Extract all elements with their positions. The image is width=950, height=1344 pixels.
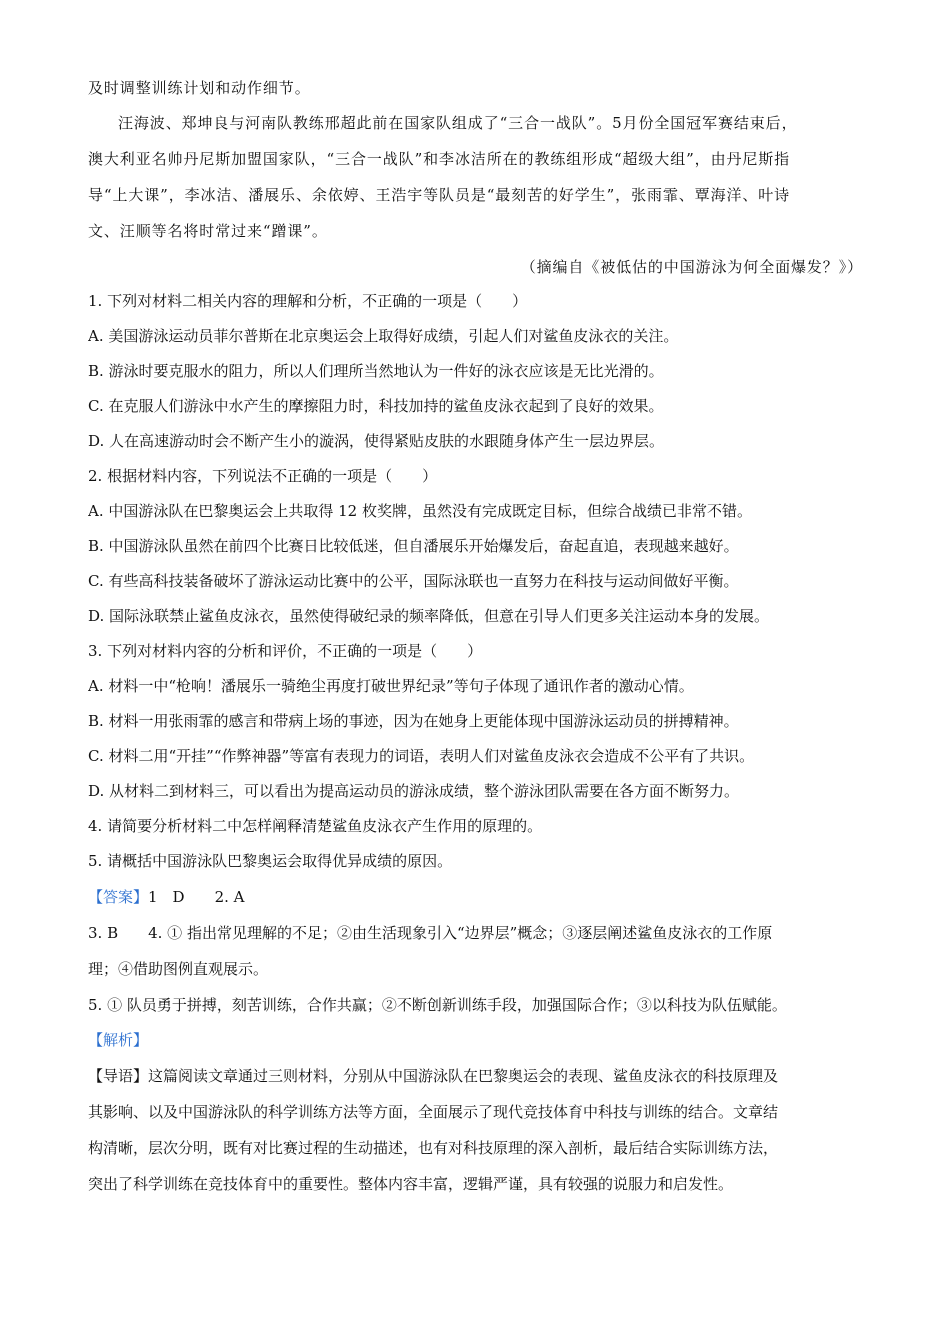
question-3-stem: 3. 下列对材料内容的分析和评价，不正确的一项是（ ） (88, 642, 483, 660)
question-2-option-c: C. 有些高科技装备破坏了游泳运动比赛中的公平，国际泳联也一直努力在科技与运动间做好平衡。 (88, 572, 739, 590)
answer-label: 【答案】 (88, 888, 149, 906)
answer-line (88, 887, 863, 907)
question-2-option-a: A. 中国游泳队在巴黎奥运会上共取得 12 枚奖牌，虽然没有完成既定目标，但综合战绩已非常不错。 (88, 502, 752, 520)
answer-line: 3. B 4. ① 指出常见理解的不足；②由生活现象引入“边界层”概念；③逐层阐述鲨鱼皮泳衣的工作原 (88, 924, 773, 942)
passage-line: 汪海波、郑坤良与河南队教练邢超此前在国家队组成了“三合一战队”。5月份全国冠军赛结束后， (118, 114, 798, 132)
question-3-option-c: C. 材料二用“开挂”“作弊神器”等富有表现力的词语，表明人们对鲨鱼皮泳衣会造成不公平有了共识。 (88, 747, 755, 765)
analysis-line: 构清晰，层次分明，既有对比赛过程的生动描述，也有对科技原理的深入剖析，最后结合实际训练方法， (88, 1139, 779, 1157)
answer-text: 1 D 2. A (148, 888, 245, 906)
question-5-stem: 5. 请概括中国游泳队巴黎奥运会取得优异成绩的原因。 (88, 852, 453, 870)
answer-line: 理；④借助图例直观展示。 (88, 960, 269, 978)
passage-line: 导“上大课”，李冰洁、潘展乐、余依婷、王浩宇等队员是“最刻苦的好学生”，张雨霏、覃海洋、叶诗 (88, 186, 791, 204)
answer-line: 5. ① 队员勇于拼搏，刻苦训练，合作共赢；②不断创新训练手段，加强国际合作；③以科技为队伍赋能。 (88, 996, 787, 1014)
question-2-option-d: D. 国际泳联禁止鲨鱼皮泳衣，虽然使得破纪录的频率降低，但意在引导人们更多关注运动本身的发展。 (88, 607, 770, 625)
analysis-line: 【导语】这篇阅读文章通过三则材料，分别从中国游泳队在巴黎奥运会的表现、鲨鱼皮泳衣的科技原理及 (88, 1067, 779, 1085)
analysis-label: 【解析】 (88, 1031, 149, 1049)
passage-line: 澳大利亚名帅丹尼斯加盟国家队，“三合一战队”和李冰洁所在的教练组形成“超级大组”，由丹尼斯指 (88, 150, 791, 168)
question-2-stem: 2. 根据材料内容，下列说法不正确的一项是（ ） (88, 467, 438, 485)
question-1-stem: 1. 下列对材料二相关内容的理解和分析，不正确的一项是（ ） (88, 292, 528, 310)
question-2-option-b: B. 中国游泳队虽然在前四个比赛日比较低迷，但自潘展乐开始爆发后，奋起直追，表现越来越好。 (88, 537, 739, 555)
question-1-option-d: D. 人在高速游动时会不断产生小的漩涡，使得紧贴皮肤的水跟随身体产生一层边界层。 (88, 432, 665, 450)
question-4-stem: 4. 请简要分析材料二中怎样阐释清楚鲨鱼皮泳衣产生作用的原理的。 (88, 817, 543, 835)
passage-line: 及时调整训练计划和动作细节。 (88, 79, 311, 97)
question-1-option-b: B. 游泳时要克服水的阻力，所以人们理所当然地认为一件好的泳衣应该是无比光滑的。 (88, 362, 664, 380)
question-3-option-b: B. 材料一用张雨霏的感言和带病上场的事迹，因为在她身上更能体现中国游泳运动员的拼搏精神。 (88, 712, 739, 730)
analysis-line: 其影响、以及中国游泳队的科学训练方法等方面，全面展示了现代竞技体育中科技与训练的结合。文章结 (88, 1103, 779, 1121)
question-1-option-a: A. 美国游泳运动员菲尔普斯在北京奥运会上取得好成绩，引起人们对鲨鱼皮泳衣的关注。 (88, 327, 679, 345)
question-1-option-c: C. 在克服人们游泳中水产生的摩擦阻力时，科技加持的鲨鱼皮泳衣起到了良好的效果。 (88, 397, 664, 415)
analysis-line: 突出了科学训练在竞技体育中的重要性。整体内容丰富，逻辑严谨，具有较强的说服力和启发性。 (88, 1175, 734, 1193)
passage-source: （摘编自《被低估的中国游泳为何全面爆发？》） (520, 258, 863, 276)
question-3-option-a: A. 材料一中“枪响！潘展乐一骑绝尘再度打破世界纪录”等句子体现了通讯作者的激动心情。 (88, 677, 694, 695)
question-3-option-d: D. 从材料二到材料三，可以看出为提高运动员的游泳成绩，整个游泳团队需要在各方面不断努力。 (88, 782, 740, 800)
passage-line: 文、汪顺等名将时常过来“蹭课”。 (88, 222, 328, 240)
